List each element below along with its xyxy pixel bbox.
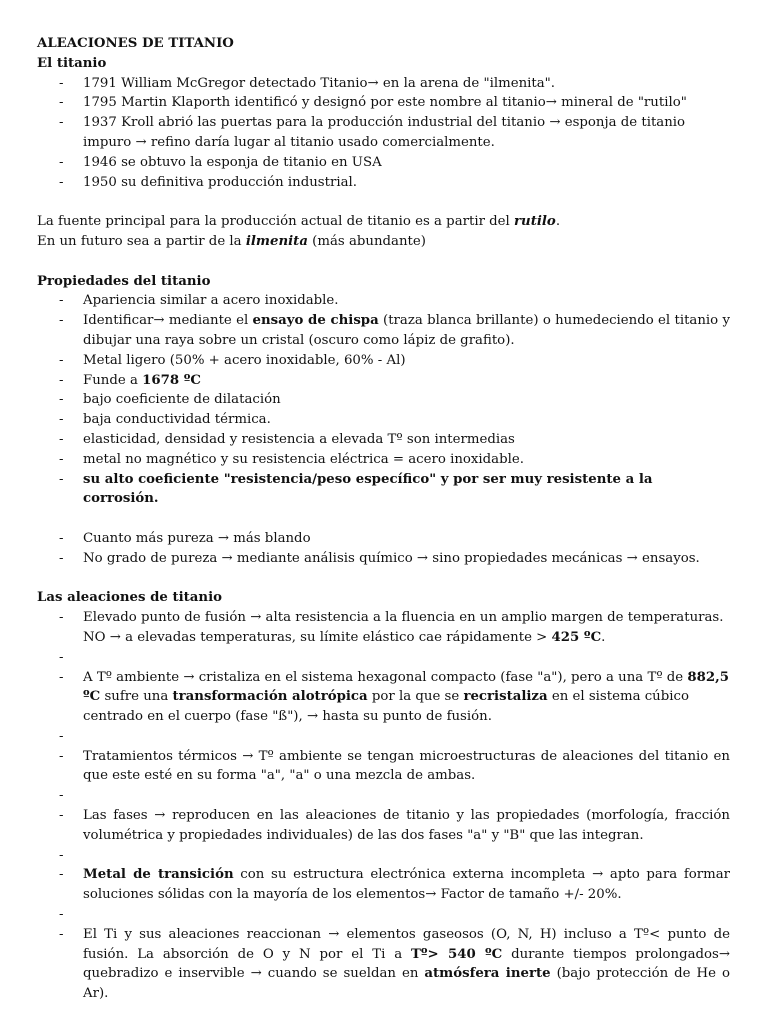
spacer (37, 648, 730, 668)
purity-list (37, 529, 730, 569)
list-item: - A Tº ambiente → cristaliza en el sistema hexagonal compacto (fase "a"), pero a una Tº de 882,5 ºC sufre una transformación alotrópica por la que se recristaliza en el sistema cúbico centrado en el cuerpo (fase "ß"), → hasta su punto de fusión. (37, 668, 730, 727)
alloys-list (37, 608, 730, 1004)
section-heading-el-titanio: El titanio (37, 55, 107, 71)
list-item: - Funde a 1678 ºC (37, 371, 730, 391)
spacer (37, 786, 730, 806)
list-item: - 1795 Martin Klaporth identificó y designó por este nombre al titanio→ mineral de "rutilo" (37, 93, 730, 113)
spacer (37, 252, 730, 272)
list-item: - 1791 William McGregor detectado Titanio→ en la arena de "ilmenita". (37, 74, 730, 94)
spacer (37, 569, 730, 589)
spacer (37, 509, 730, 529)
list-item-line: - Elevado punto de fusión → alta resistencia a la fluencia en un amplio margen de temperaturas. (83, 610, 724, 626)
document-title: ALEACIONES DE TITANIO (37, 36, 234, 51)
list-item: - bajo coeficiente de dilatación (37, 390, 730, 410)
list-item: - Las fases → reproducen en las aleaciones de titanio y las propiedades (morfología, fracción volumétrica y propiedades individuales) de las dos fases "a" y "B" que las integran. (37, 806, 730, 846)
list-item: - 1950 su definitiva producción industrial. (37, 173, 730, 193)
list-item: - Cuanto más pureza → más blando (37, 529, 730, 549)
list-item-line: NO → a elevadas temperaturas, su límite elástico cae rápidamente > 425 ºC. (83, 629, 606, 645)
list-item: - Metal ligero (50% + acero inoxidable, 60% - Al) (37, 351, 730, 371)
properties-list (37, 291, 730, 509)
list-item: - El Ti y sus aleaciones reaccionan → elementos gaseosos (O, N, H) incluso a Tº< punto de fusión. La absorción de O y N por el Ti a Tº> 540 ºC durante tiempos prolongados→ quebradizo e inservible → cuando se sueldan en atmósfera inerte (bajo protección de He o Ar). (37, 925, 730, 1004)
list-item (37, 608, 730, 648)
list-item: - Metal de transición con su estructura electrónica externa incompleta → apto para formar soluciones sólidas con la mayoría de los elementos→ Factor de tamaño +/- 20%. (37, 865, 730, 905)
list-item: - baja conductividad térmica. (37, 410, 730, 430)
section-heading-propiedades: Propiedades del titanio (37, 273, 211, 289)
list-item: - metal no magnético y su resistencia eléctrica = acero inoxidable. (37, 450, 730, 470)
list-item: - 1946 se obtuvo la esponja de titanio en USA (37, 153, 730, 173)
paragraph-future-line: En un futuro sea a partir de la ilmenita (más abundante) (37, 233, 426, 249)
list-item: - Identificar→ mediante el ensayo de chispa (traza blanca brillante) o humedeciendo el titanio y dibujar una raya sobre un cristal (oscuro como lápiz de grafito). (37, 311, 730, 351)
spacer (37, 846, 730, 866)
spacer (37, 727, 730, 747)
list-item: - 1937 Kroll abrió las puertas para la producción industrial del titanio → esponja de titanio impuro → refino daría lugar al titanio usado comercialmente. (37, 113, 730, 153)
list-item: - No grado de pureza → mediante análisis químico → sino propiedades mecánicas → ensayos. (37, 549, 730, 569)
spacer (37, 905, 730, 925)
list-item: - elasticidad, densidad y resistencia a elevada Tº son intermedias (37, 430, 730, 450)
list-item: - Tratamientos térmicos → Tº ambiente se tengan microestructuras de aleaciones del titanio en que este esté en su forma "a", "a" o una mezcla de ambas. (37, 747, 730, 787)
history-list (37, 74, 730, 193)
list-item: - Apariencia similar a acero inoxidable. (37, 291, 730, 311)
section-heading-aleaciones: Las aleaciones de titanio (37, 590, 223, 606)
spacer (37, 192, 730, 212)
list-item: - su alto coeficiente "resistencia/peso específico" y por ser muy resistente a la corrosión. (37, 470, 730, 510)
paragraph-source-line: La fuente principal para la producción actual de titanio es a partir del rutilo. (37, 214, 561, 230)
